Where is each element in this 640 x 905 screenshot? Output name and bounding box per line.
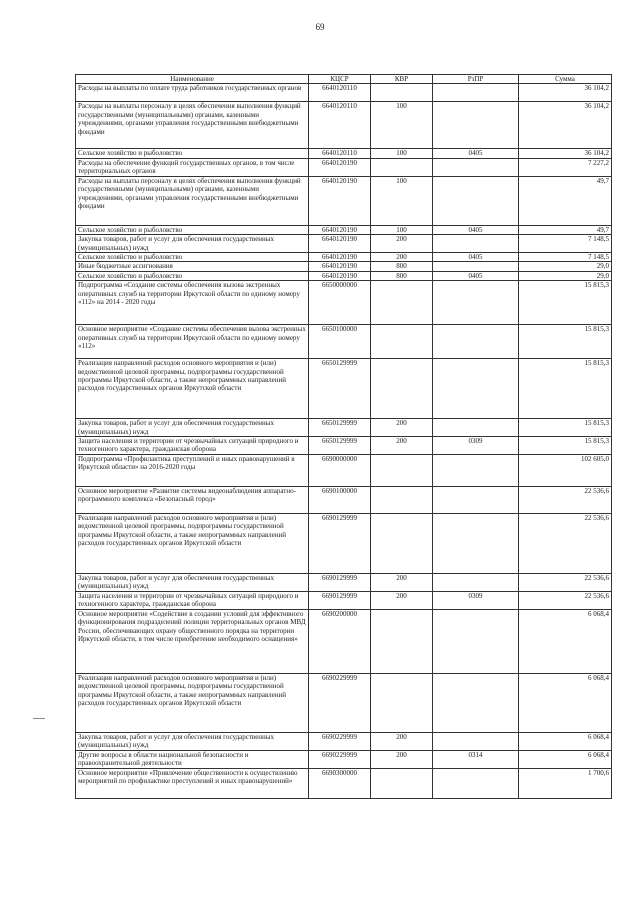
cell-name: Сельское хозяйство и рыболовство: [76, 253, 309, 262]
cell-kcsr: 6690229999: [309, 750, 371, 768]
cell-rzpr: [433, 281, 519, 325]
table-row: [76, 513, 612, 573]
cell-kcsr: 6690200000: [309, 609, 371, 673]
cell-rzpr: [433, 262, 519, 271]
table-row: [76, 281, 612, 325]
cell-rzpr: [433, 768, 519, 798]
cell-name: Закупка товаров, работ и услуг для обеспечения государственных (муниципальных) нужд: [76, 573, 309, 591]
cell-rzpr: [433, 673, 519, 732]
cell-rzpr: [433, 419, 519, 437]
table-row: [76, 235, 612, 253]
header-sum: Сумма: [519, 75, 612, 84]
cell-kcsr: 6640120110: [309, 84, 371, 102]
cell-kvr: 100: [371, 149, 433, 158]
cell-kcsr: 6640120190: [309, 271, 371, 280]
table-row: [76, 253, 612, 262]
cell-rzpr: 0405: [433, 271, 519, 280]
cell-kvr: [371, 768, 433, 798]
header-kvr: КВР: [371, 75, 433, 84]
cell-kcsr: 6650129999: [309, 419, 371, 437]
table-row: [76, 673, 612, 732]
table-row: [76, 419, 612, 437]
table-header-row: [76, 75, 612, 84]
cell-kvr: 200: [371, 573, 433, 591]
cell-kvr: [371, 486, 433, 513]
cell-name: Расходы на выплаты персоналу в целях обеспечения выполнения функций государственными (муниципальными) органами, казенными учреждениями, органами управления государственными внебюджетными фондами: [76, 102, 309, 149]
cell-kvr: 800: [371, 271, 433, 280]
cell-rzpr: 0314: [433, 750, 519, 768]
cell-rzpr: [433, 359, 519, 419]
budget-table: [75, 74, 612, 799]
cell-sum: 15 815,3: [519, 359, 612, 419]
table-row: [76, 158, 612, 176]
cell-kcsr: 6690100000: [309, 486, 371, 513]
table-row: [76, 102, 612, 149]
table-row: [76, 176, 612, 225]
table-row: [76, 486, 612, 513]
table-row: [76, 262, 612, 271]
cell-sum: 6 068,4: [519, 732, 612, 750]
cell-name: Другие вопросы в области национальной безопасности и правоохранительной деятельности: [76, 750, 309, 768]
cell-rzpr: [433, 513, 519, 573]
cell-sum: 22 536,6: [519, 591, 612, 609]
cell-kcsr: 6690229999: [309, 732, 371, 750]
cell-sum: 15 815,3: [519, 419, 612, 437]
header-kcsr: КЦСР: [309, 75, 371, 84]
cell-kvr: [371, 281, 433, 325]
cell-kcsr: 6690229999: [309, 673, 371, 732]
cell-rzpr: 0405: [433, 149, 519, 158]
cell-name: Сельское хозяйство и рыболовство: [76, 225, 309, 234]
cell-sum: 6 068,4: [519, 750, 612, 768]
cell-kcsr: 6690300000: [309, 768, 371, 798]
cell-name: Основное мероприятие «Развитие системы видеонаблюдения аппаратно-программного комплекса «Безопасный город»: [76, 486, 309, 513]
cell-name: Расходы на обеспечение функций государственных органов, в том числе территориальных органов: [76, 158, 309, 176]
cell-kvr: 200: [371, 419, 433, 437]
margin-mark: [33, 718, 45, 719]
cell-kcsr: 6650129999: [309, 437, 371, 455]
cell-name: Расходы на выплаты персоналу в целях обеспечения выполнения функций государственными (муниципальными) органами, казенными учреждениями, органами управления государственными внебюджетными фондами: [76, 176, 309, 225]
cell-rzpr: [433, 84, 519, 102]
cell-name: Закупка товаров, работ и услуг для обеспечения государственных (муниципальных) нужд: [76, 419, 309, 437]
cell-kvr: [371, 513, 433, 573]
cell-name: Основное мероприятие «Привлечение общественности к осуществлению мероприятий по профилактике преступлений и иных правонарушений»: [76, 768, 309, 798]
cell-name: Основное мероприятие «Создание системы обеспечения вызова экстренных оперативных служб на территории Иркутской области по единому номеру «112»: [76, 325, 309, 359]
cell-rzpr: 0405: [433, 225, 519, 234]
table-row: [76, 271, 612, 280]
cell-kcsr: 6640120190: [309, 235, 371, 253]
cell-rzpr: [433, 732, 519, 750]
cell-kcsr: 6640120110: [309, 149, 371, 158]
table-row: [76, 225, 612, 234]
cell-name: Закупка товаров, работ и услуг для обеспечения государственных (муниципальных) нужд: [76, 235, 309, 253]
cell-kcsr: 6640120190: [309, 262, 371, 271]
cell-sum: 36 104,2: [519, 149, 612, 158]
header-rzpr: РзПР: [433, 75, 519, 84]
table-row: [76, 609, 612, 673]
cell-name: Иные бюджетные ассигнования: [76, 262, 309, 271]
cell-kcsr: 6640120190: [309, 253, 371, 262]
cell-name: Основное мероприятие «Содействие в создании условий для эффективного функционирования подразделений полиции территориальных органов МВД России, обеспечивающих охрану общественного порядка на территории Иркутской области, в том числе приобретение необходимого оснащения»: [76, 609, 309, 673]
header-name: Наименование: [76, 75, 309, 84]
cell-kcsr: 6690129999: [309, 591, 371, 609]
cell-sum: 22 536,6: [519, 573, 612, 591]
table-row: [76, 84, 612, 102]
cell-rzpr: [433, 609, 519, 673]
table-row: [76, 768, 612, 798]
cell-sum: 7 148,5: [519, 253, 612, 262]
cell-rzpr: [433, 573, 519, 591]
cell-kvr: 200: [371, 235, 433, 253]
cell-name: Защита населения и территории от чрезвычайных ситуаций природного и техногенного характера, гражданская оборона: [76, 591, 309, 609]
table-row: [76, 591, 612, 609]
cell-kvr: [371, 673, 433, 732]
cell-kvr: [371, 84, 433, 102]
cell-kvr: [371, 609, 433, 673]
cell-rzpr: [433, 486, 519, 513]
cell-name: Расходы на выплаты по оплате труда работников государственных органов: [76, 84, 309, 102]
cell-kvr: 100: [371, 176, 433, 225]
cell-name: Защита населения и территории от чрезвычайных ситуаций природного и техногенного характера, гражданская оборона: [76, 437, 309, 455]
cell-rzpr: [433, 102, 519, 149]
table-row: [76, 454, 612, 486]
cell-kvr: [371, 325, 433, 359]
cell-sum: 15 815,3: [519, 281, 612, 325]
cell-sum: 22 536,6: [519, 486, 612, 513]
cell-rzpr: [433, 325, 519, 359]
cell-sum: 49,7: [519, 225, 612, 234]
cell-kcsr: 6690000000: [309, 454, 371, 486]
cell-name: Реализация направлений расходов основного мероприятия и (или) ведомственной целевой программы, подпрограммы государственной программы Иркутской области, а также непрограммных направлений расходов государственных органов Иркутской области: [76, 673, 309, 732]
cell-kvr: 200: [371, 253, 433, 262]
table-row: [76, 359, 612, 419]
cell-name: Реализация направлений расходов основного мероприятия и (или) ведомственной целевой программы, подпрограммы государственной программы Иркутской области, а также непрограммных направлений расходов государственных органов Иркутской области: [76, 359, 309, 419]
cell-sum: 36 104,2: [519, 102, 612, 149]
table-row: [76, 732, 612, 750]
cell-kvr: 200: [371, 732, 433, 750]
cell-kvr: 200: [371, 591, 433, 609]
cell-name: Сельское хозяйство и рыболовство: [76, 271, 309, 280]
cell-sum: 36 104,2: [519, 84, 612, 102]
cell-rzpr: 0309: [433, 437, 519, 455]
cell-kvr: 200: [371, 437, 433, 455]
cell-kcsr: 6640120110: [309, 102, 371, 149]
cell-sum: 29,0: [519, 262, 612, 271]
cell-kvr: 800: [371, 262, 433, 271]
table-row: [76, 437, 612, 455]
cell-kcsr: 6640120190: [309, 225, 371, 234]
cell-name: Закупка товаров, работ и услуг для обеспечения государственных (муниципальных) нужд: [76, 732, 309, 750]
cell-kcsr: 6650100000: [309, 325, 371, 359]
cell-kvr: 200: [371, 750, 433, 768]
cell-kvr: 100: [371, 225, 433, 234]
cell-rzpr: 0309: [433, 591, 519, 609]
cell-sum: 49,7: [519, 176, 612, 225]
cell-kvr: [371, 359, 433, 419]
cell-kvr: [371, 454, 433, 486]
table-row: [76, 573, 612, 591]
table-row: [76, 149, 612, 158]
cell-kcsr: 6650000000: [309, 281, 371, 325]
cell-rzpr: 0405: [433, 253, 519, 262]
cell-sum: 29,0: [519, 271, 612, 280]
table-row: [76, 325, 612, 359]
cell-sum: 102 605,0: [519, 454, 612, 486]
cell-sum: 6 068,4: [519, 609, 612, 673]
cell-name: Подпрограмма «Создание системы обеспечения вызова экстренных оперативных служб на территории Иркутской области по единому номеру «112» на 2014 - 2020 годы: [76, 281, 309, 325]
cell-rzpr: [433, 454, 519, 486]
cell-kcsr: 6640120190: [309, 176, 371, 225]
cell-name: Реализация направлений расходов основного мероприятия и (или) ведомственной целевой программы, подпрограммы государственной программы Иркутской области, а также непрограммных направлений расходов государственных органов Иркутской области: [76, 513, 309, 573]
cell-sum: 7 148,5: [519, 235, 612, 253]
cell-sum: 15 815,3: [519, 437, 612, 455]
cell-rzpr: [433, 176, 519, 225]
cell-sum: 6 068,4: [519, 673, 612, 732]
cell-kvr: 100: [371, 102, 433, 149]
cell-kvr: [371, 158, 433, 176]
cell-kcsr: 6690129999: [309, 513, 371, 573]
cell-kcsr: 6640120190: [309, 158, 371, 176]
cell-sum: 1 700,6: [519, 768, 612, 798]
table-row: [76, 750, 612, 768]
page-number: 69: [315, 22, 325, 32]
cell-kcsr: 6650129999: [309, 359, 371, 419]
cell-sum: 15 815,3: [519, 325, 612, 359]
cell-rzpr: [433, 158, 519, 176]
cell-name: Подпрограмма «Профилактика преступлений и иных правонарушений в Иркутской области» на 2016-2020 годы: [76, 454, 309, 486]
cell-sum: 22 536,6: [519, 513, 612, 573]
cell-kcsr: 6690129999: [309, 573, 371, 591]
cell-name: Сельское хозяйство и рыболовство: [76, 149, 309, 158]
cell-rzpr: [433, 235, 519, 253]
cell-sum: 7 227,2: [519, 158, 612, 176]
